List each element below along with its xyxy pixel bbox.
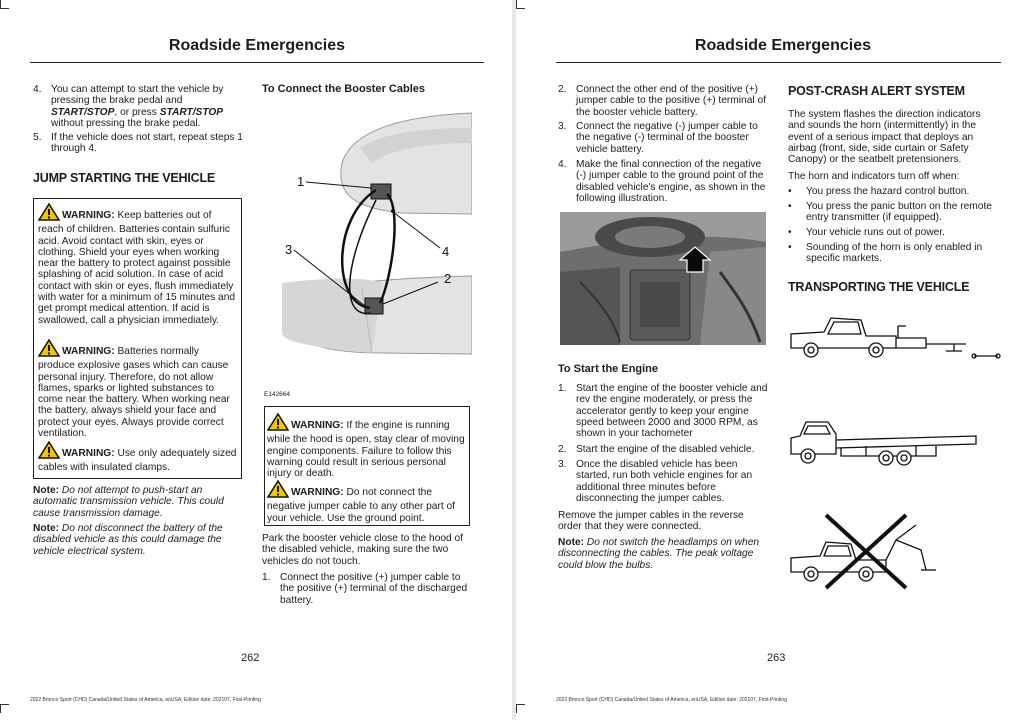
section-title: POST-CRASH ALERT SYSTEM — [788, 84, 965, 98]
paragraph: The horn and indicators turn off when: — [788, 171, 960, 182]
page-number: 262 — [241, 652, 260, 664]
step-text: Start the engine of the disabled vehicle. — [576, 444, 755, 455]
warning-triangle-icon — [267, 480, 289, 501]
warning: WARNING: Batteries normally produce explosive gases which can cause personal injury. Therefore, do not allow flames, sparks or lighted substances to come near the battery. When working near the battery, always shield your face and protect your eyes. Always provide correct ventilation. — [38, 339, 238, 439]
list-item: 2. Start the engine of the disabled vehicle. — [558, 444, 772, 455]
wheel-lift-tow-illustration — [786, 306, 1001, 368]
bullet-text: You press the hazard control button. — [806, 186, 970, 197]
bullet-text: Your vehicle runs out of power. — [806, 227, 945, 238]
list-item: 3. Connect the negative (-) jumper cable to the negative (-) terminal of the booster vehicle battery. — [558, 121, 770, 155]
warning-triangle-icon — [267, 413, 289, 434]
bullet-item: • Your vehicle runs out of power. — [788, 227, 1000, 238]
page-number: 263 — [767, 652, 786, 664]
diagram-label: 2 — [444, 271, 452, 286]
paragraph: The system flashes the direction indicators and sounds the horn (intermittently) in the event of a serious impact that deploys an airbag (front, side, side curtain or Safety Canopy) or the seatbelt pretensioners. — [788, 109, 981, 166]
note: Note: Do not switch the headlamps on when disconnecting the cables. The peak voltage could blow the bulbs. — [558, 537, 760, 571]
warning-triangle-icon — [38, 339, 60, 360]
warning: WARNING: Use only adequately sized cables with insulated clamps. — [38, 441, 238, 474]
crop-mark — [0, 0, 9, 9]
figure-code: E142664 — [264, 391, 291, 398]
right-page — [516, 0, 1031, 720]
bullet-text: You press the panic button on the remote entry transmitter (if equipped). — [806, 201, 992, 224]
list-item: 1. Start the engine of the booster vehicle and rev the engine moderately, or press the accelerator gently to keep your engine speed between 2000 and 3000 RPM, as shown in your tachometer — [558, 383, 772, 439]
step-text: If the vehicle does not start, repeat steps 1 through 4. — [51, 132, 243, 155]
warning: WARNING: If the engine is running while the hood is open, stay clear of moving engine components. Failure to follow this warning could result in serious personal injury or death. — [267, 413, 467, 479]
crop-mark — [0, 704, 9, 713]
diagram-label: 3 — [285, 242, 293, 257]
paragraph: Remove the jumper cables in the reverse order that they were connected. — [558, 510, 744, 533]
list-item: 3. Once the disabled vehicle has been started, run both vehicle engines for an additional three minutes before disconnecting the jumper cables. — [558, 459, 772, 504]
flatbed-tow-illustration — [786, 416, 986, 468]
note: Note: Do not attempt to push-start an automatic transmission vehicle. This could cause transmission damage. — [33, 485, 224, 519]
section-title: JUMP STARTING THE VEHICLE — [33, 171, 216, 185]
footer: 2022 Bronco Sport (CHD) Canada/United States of America, enUSA, Edition date: 202107, First-Printing — [556, 697, 787, 703]
footer: 2022 Bronco Sport (CHD) Canada/United States of America, enUSA, Edition date: 202107, First-Printing — [30, 697, 261, 703]
list-item: 1. Connect the positive (+) jumper cable to the positive (+) terminal of the discharged battery. — [262, 572, 472, 606]
list-item: 4. Make the final connection of the negative (-) jumper cable to the ground point of the disabled vehicle's engine, as shown in the following illustration. — [558, 159, 770, 204]
paragraph: Park the booster vehicle close to the hood of the disabled vehicle, making sure the two vehicles do not touch. — [262, 533, 464, 567]
diagram-label: 4 — [442, 244, 450, 259]
jump-start-diagram — [262, 108, 472, 398]
page-header: Roadside Emergencies — [168, 37, 345, 54]
crop-mark — [516, 0, 525, 9]
step-text: Make the final connection of the negative (-) jumper cable to the ground point of the disabled vehicle's engine, as shown in the following illustration. — [576, 159, 766, 204]
bullet-item: • You press the panic button on the remote entry transmitter (if equipped). — [788, 201, 1000, 224]
diagram-label: 1 — [297, 174, 305, 189]
engine-ground-photo — [560, 212, 766, 345]
left-page — [0, 0, 512, 720]
header-rule — [30, 62, 484, 63]
warning: WARNING: Keep batteries out of reach of children. Batteries contain sulfuric acid. Avoid contact with skin, eyes or clothing. Shield your eyes when working near the battery to protect against possible splashing of acid solution. In case of acid contact with skin or eyes, flush immediately with water for a minimum of 15 minutes and get prompt medical attention. If acid is swallowed, call a physician immediately. — [38, 203, 238, 326]
step-text: You can attempt to start the vehicle by pressing the brake pedal and START/STOP, or press START/STOP without pressing the brake pedal. — [51, 84, 224, 129]
bullet-text: Sounding of the horn is only enabled in specific markets. — [806, 242, 983, 265]
crop-mark — [516, 704, 525, 713]
list-item: 4. You can attempt to start the vehicle by pressing the brake pedal and START/STOP, or press START/STOP without pressing the brake pedal. — [33, 84, 243, 129]
bullet-item: • You press the hazard control button. — [788, 186, 1000, 197]
header-rule — [556, 62, 1001, 63]
step-text: Once the disabled vehicle has been started, run both vehicle engines for an additional three minutes before disconnecting the jumper cables. — [576, 459, 753, 504]
page-header: Roadside Emergencies — [694, 37, 871, 54]
note: Note: Do not disconnect the battery of the disabled vehicle as this could damage the vehicle electrical system. — [33, 523, 223, 557]
warning-triangle-icon — [38, 203, 60, 224]
list-item: 5. If the vehicle does not start, repeat steps 1 through 4. — [33, 132, 243, 155]
sling-tow-not-recommended-illustration — [786, 510, 966, 590]
subsection-title: To Connect the Booster Cables — [262, 83, 425, 95]
bullet-item: • Sounding of the horn is only enabled in specific markets. — [788, 242, 1000, 265]
step-text: Start the engine of the booster vehicle and rev the engine moderately, or press the accelerator gently to keep your engine speed between 2000 and 3000 RPM, as shown in your tachometer — [576, 383, 768, 440]
subsection-title: To Start the Engine — [558, 363, 659, 375]
step-text: Connect the positive (+) jumper cable to the positive (+) terminal of the discharged battery. — [280, 572, 468, 606]
step-text: Connect the other end of the positive (+) jumper cable to the positive (+) terminal of the booster vehicle battery. — [576, 84, 766, 118]
step-text: Connect the negative (-) jumper cable to the negative (-) terminal of the booster vehicle battery. — [576, 121, 758, 155]
warning-triangle-icon — [38, 441, 60, 462]
section-title: TRANSPORTING THE VEHICLE — [788, 280, 970, 294]
list-item: 2. Connect the other end of the positive (+) jumper cable to the positive (+) terminal of the booster vehicle battery. — [558, 84, 770, 118]
warning: WARNING: Do not connect the negative jumper cable to any other part of your vehicle. Use the ground point. — [267, 480, 467, 524]
